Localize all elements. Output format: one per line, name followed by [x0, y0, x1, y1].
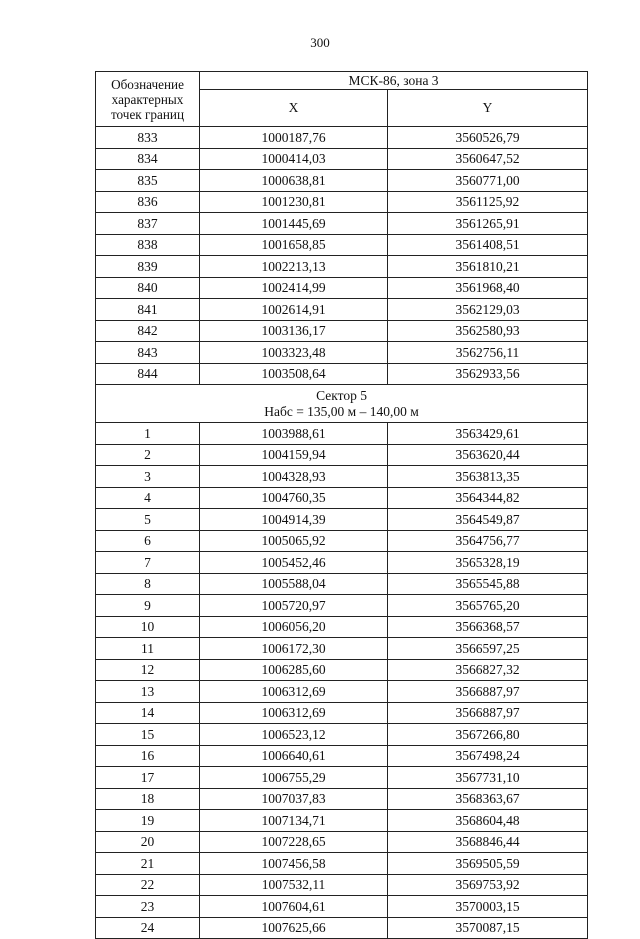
y-coordinate-cell: 3565545,88 — [388, 573, 588, 595]
table-row — [96, 234, 588, 256]
y-coordinate-cell: 3570003,15 — [388, 896, 588, 918]
x-coordinate-cell: 1004914,39 — [200, 509, 388, 531]
table-row — [96, 363, 588, 385]
sector-title: Сектор 5 — [316, 387, 367, 403]
sector-heading — [96, 385, 588, 423]
point-number-cell: 19 — [96, 810, 200, 832]
y-coordinate-cell: 3568363,67 — [388, 788, 588, 810]
point-number-cell: 12 — [96, 659, 200, 681]
y-coordinate-cell: 3566887,97 — [388, 702, 588, 724]
table-row — [96, 853, 588, 875]
point-number-cell: 18 — [96, 788, 200, 810]
x-coordinate-cell: 1002213,13 — [200, 256, 388, 278]
x-coordinate-cell: 1007625,66 — [200, 917, 388, 939]
x-coordinate-cell: 1003323,48 — [200, 342, 388, 364]
table-row — [96, 573, 588, 595]
table-row — [96, 874, 588, 896]
page-number: 300 — [310, 35, 330, 50]
point-number-cell: 7 — [96, 552, 200, 574]
y-coordinate-cell: 3564756,77 — [388, 530, 588, 552]
x-coordinate-cell: 1006056,20 — [200, 616, 388, 638]
y-coordinate-cell: 3563813,35 — [388, 466, 588, 488]
y-coordinate-cell: 3562580,93 — [388, 320, 588, 342]
table-body-first — [96, 127, 588, 385]
y-coordinate-cell: 3570087,15 — [388, 917, 588, 939]
x-coordinate-cell: 1004760,35 — [200, 487, 388, 509]
x-coordinate-cell: 1006755,29 — [200, 767, 388, 789]
x-coordinate-cell: 1005452,46 — [200, 552, 388, 574]
y-coordinate-cell: 3567266,80 — [388, 724, 588, 746]
table-row — [96, 423, 588, 445]
point-number-cell: 833 — [96, 127, 200, 149]
table-row — [96, 896, 588, 918]
table-row — [96, 444, 588, 466]
table-row — [96, 810, 588, 832]
sector-height-range: Набс = 135,00 м – 140,00 м — [264, 403, 419, 419]
y-coordinate-cell: 3561968,40 — [388, 277, 588, 299]
table-row — [96, 191, 588, 213]
table-row — [96, 616, 588, 638]
sector-section — [96, 385, 588, 423]
point-number-cell: 842 — [96, 320, 200, 342]
x-coordinate-cell: 1005065,92 — [200, 530, 388, 552]
point-number-cell: 20 — [96, 831, 200, 853]
table-row — [96, 170, 588, 192]
point-number-cell: 11 — [96, 638, 200, 660]
point-number-cell: 24 — [96, 917, 200, 939]
point-number-cell: 837 — [96, 213, 200, 235]
point-number-cell: 840 — [96, 277, 200, 299]
x-coordinate-cell: 1003508,64 — [200, 363, 388, 385]
point-number-cell: 17 — [96, 767, 200, 789]
x-coordinate-cell: 1007228,65 — [200, 831, 388, 853]
y-coordinate-cell: 3565328,19 — [388, 552, 588, 574]
y-coordinate-cell: 3569753,92 — [388, 874, 588, 896]
x-coordinate-cell: 1001445,69 — [200, 213, 388, 235]
table-row — [96, 148, 588, 170]
y-coordinate-cell: 3561810,21 — [388, 256, 588, 278]
table-row — [96, 277, 588, 299]
table-row — [96, 342, 588, 364]
y-coordinate-cell: 3563620,44 — [388, 444, 588, 466]
y-coordinate-cell: 3566887,97 — [388, 681, 588, 703]
x-coordinate-cell: 1003988,61 — [200, 423, 388, 445]
table-row — [96, 724, 588, 746]
point-number-cell: 6 — [96, 530, 200, 552]
point-number-cell: 843 — [96, 342, 200, 364]
point-number-cell: 844 — [96, 363, 200, 385]
point-number-cell: 1 — [96, 423, 200, 445]
y-coordinate-cell: 3560647,52 — [388, 148, 588, 170]
point-number-cell: 15 — [96, 724, 200, 746]
table-row — [96, 659, 588, 681]
point-number-cell: 16 — [96, 745, 200, 767]
y-coordinate-cell: 3568604,48 — [388, 810, 588, 832]
x-coordinate-cell: 1006640,61 — [200, 745, 388, 767]
y-coordinate-cell: 3563429,61 — [388, 423, 588, 445]
point-number-cell: 5 — [96, 509, 200, 531]
y-coordinate-cell: 3561265,91 — [388, 213, 588, 235]
x-coordinate-cell: 1004159,94 — [200, 444, 388, 466]
coordinates-table — [95, 71, 588, 939]
x-coordinate-cell: 1007037,83 — [200, 788, 388, 810]
table-row — [96, 530, 588, 552]
x-coordinate-cell: 1005720,97 — [200, 595, 388, 617]
table-row — [96, 831, 588, 853]
point-number-cell: 4 — [96, 487, 200, 509]
table-row — [96, 702, 588, 724]
table-row — [96, 788, 588, 810]
point-number-cell: 22 — [96, 874, 200, 896]
point-number-cell: 834 — [96, 148, 200, 170]
x-coordinate-cell: 1000187,76 — [200, 127, 388, 149]
point-number-cell: 8 — [96, 573, 200, 595]
y-coordinate-cell: 3562933,56 — [388, 363, 588, 385]
designation-header: Обозначение характерных точек границ — [96, 72, 200, 127]
point-number-cell: 2 — [96, 444, 200, 466]
point-number-cell: 23 — [96, 896, 200, 918]
x-coordinate-cell: 1001658,85 — [200, 234, 388, 256]
y-coordinate-cell: 3567731,10 — [388, 767, 588, 789]
y-coordinate-cell: 3560771,00 — [388, 170, 588, 192]
table-row — [96, 299, 588, 321]
table-row — [96, 552, 588, 574]
table-row — [96, 767, 588, 789]
y-coordinate-cell: 3560526,79 — [388, 127, 588, 149]
table-body-second — [96, 423, 588, 939]
point-number-cell: 9 — [96, 595, 200, 617]
table-row — [96, 487, 588, 509]
y-coordinate-cell: 3565765,20 — [388, 595, 588, 617]
point-number-cell: 13 — [96, 681, 200, 703]
table-row — [96, 595, 588, 617]
x-coordinate-cell: 1006523,12 — [200, 724, 388, 746]
table-row — [96, 681, 588, 703]
y-coordinate-cell: 3569505,59 — [388, 853, 588, 875]
x-coordinate-cell: 1002614,91 — [200, 299, 388, 321]
y-coordinate-cell: 3566368,57 — [388, 616, 588, 638]
point-number-cell: 838 — [96, 234, 200, 256]
x-coordinate-cell: 1004328,93 — [200, 466, 388, 488]
table-row — [96, 509, 588, 531]
x-coordinate-cell: 1000414,03 — [200, 148, 388, 170]
point-number-cell: 839 — [96, 256, 200, 278]
x-coordinate-cell: 1006285,60 — [200, 659, 388, 681]
x-coordinate-cell: 1003136,17 — [200, 320, 388, 342]
table-row — [96, 127, 588, 149]
x-coordinate-cell: 1002414,99 — [200, 277, 388, 299]
x-coordinate-cell: 1007456,58 — [200, 853, 388, 875]
table-row — [96, 320, 588, 342]
y-coordinate-cell: 3568846,44 — [388, 831, 588, 853]
point-number-cell: 3 — [96, 466, 200, 488]
x-coordinate-cell: 1006312,69 — [200, 681, 388, 703]
y-coordinate-cell: 3567498,24 — [388, 745, 588, 767]
point-number-cell: 14 — [96, 702, 200, 724]
x-coordinate-cell: 1000638,81 — [200, 170, 388, 192]
x-coordinate-cell: 1007532,11 — [200, 874, 388, 896]
x-coordinate-cell: 1006172,30 — [200, 638, 388, 660]
table-row — [96, 466, 588, 488]
x-coordinate-cell: 1005588,04 — [200, 573, 388, 595]
point-number-cell: 841 — [96, 299, 200, 321]
x-coordinate-cell: 1006312,69 — [200, 702, 388, 724]
y-coordinate-cell: 3562756,11 — [388, 342, 588, 364]
y-coordinate-cell: 3561408,51 — [388, 234, 588, 256]
table-row — [96, 638, 588, 660]
coordinate-system-header: МСК-86, зона 3 — [200, 72, 588, 90]
y-coordinate-cell: 3566597,25 — [388, 638, 588, 660]
y-coordinate-cell: 3566827,32 — [388, 659, 588, 681]
x-coordinate-cell: 1007134,71 — [200, 810, 388, 832]
y-coordinate-cell: 3562129,03 — [388, 299, 588, 321]
y-column-header: Y — [388, 90, 588, 127]
table-row — [96, 213, 588, 235]
point-number-cell: 10 — [96, 616, 200, 638]
x-column-header: X — [200, 90, 388, 127]
x-coordinate-cell: 1001230,81 — [200, 191, 388, 213]
table-row — [96, 917, 588, 939]
point-number-cell: 835 — [96, 170, 200, 192]
y-coordinate-cell: 3564344,82 — [388, 487, 588, 509]
point-number-cell: 836 — [96, 191, 200, 213]
y-coordinate-cell: 3561125,92 — [388, 191, 588, 213]
table-row — [96, 745, 588, 767]
y-coordinate-cell: 3564549,87 — [388, 509, 588, 531]
table-row — [96, 256, 588, 278]
x-coordinate-cell: 1007604,61 — [200, 896, 388, 918]
point-number-cell: 21 — [96, 853, 200, 875]
